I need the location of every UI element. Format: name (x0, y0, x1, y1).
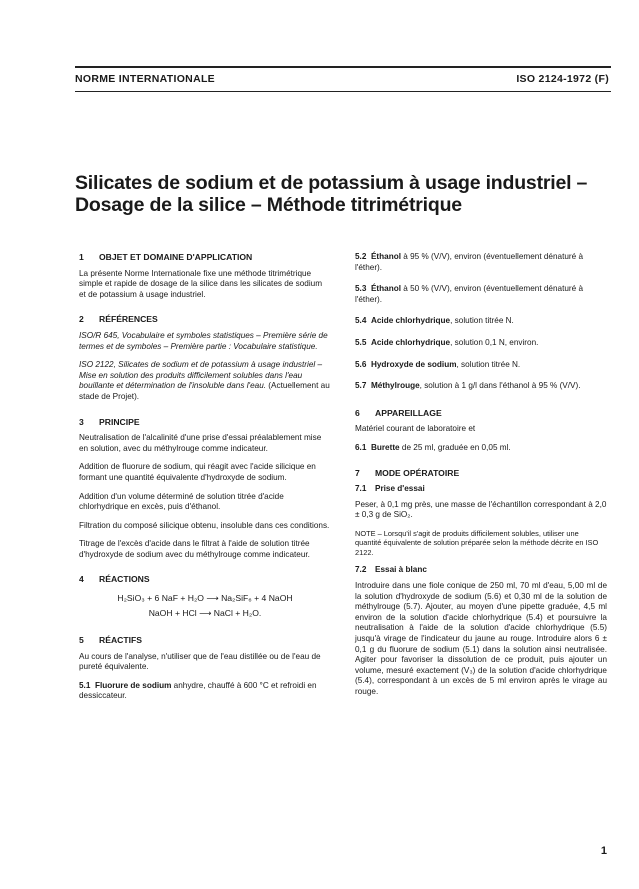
section-heading: 5 RÉACTIFS (79, 635, 142, 646)
reagent-item: 5.7 Méthylrouge, solution à 1 g/l dans l'éthanol à 95 % (V/V). (355, 381, 581, 391)
equations (79, 591, 331, 621)
paragraph: Neutralisation de l'alcalinité d'une prise d'essai préalablement mise en solution, avec du méthylrouge comme indicateur. (79, 433, 322, 453)
reagent-item: 5.4 Acide chlorhydrique, solution titrée N. (355, 316, 514, 326)
equation: NaOH + HCl ⟶ NaCl + H₂O. (148, 608, 262, 619)
section-heading: 2 RÉFÉRENCES (79, 314, 158, 325)
header-right: ISO 2124-1972 (F) (516, 73, 609, 85)
paragraph: Titrage de l'excès d'acide dans le filtrat à l'aide de solution titrée d'hydroxyde de sodium avec du méthylrouge comme indicateur. (79, 539, 310, 559)
paragraph: La présente Norme Internationale fixe une méthode titrimétrique simple et rapide de dosage de la silice dans les silicates de sodium et de potassium à usage industriel. (79, 268, 323, 299)
reagent-item: 5.1 Fluorure de sodium anhydre, chauffé à 600 °C et refroidi en dessiccateur. (79, 680, 317, 701)
reagent-item: 5.2 Éthanol à 95 % (V/V), environ (éventuellement dénaturé à l'éther). (355, 252, 584, 272)
reference: ISO/R 645, Vocabulaire et symboles statistiques – Première série de termes et de symboles – Première partie : Vocabulaire statistique. (79, 330, 328, 351)
page-number: 1 (600, 845, 607, 857)
left-column (79, 252, 331, 716)
paragraph: Introduire dans une fiole conique de 250 ml, 70 ml d'eau, 5,00 ml de la solution d'hydroxyde de sodium (5.6) et 0,30 ml de la solution de méthylrouge (5.7). Ajouter, au moyen d'une pipette graduée, 4,5 ml environ de la solution d'acide chlorhydrique (5.4) et poursuivre la neutralisation à l'aide de la solution d'acide chlorhydrique (5.5) jusqu'à virage de l'indicateur du jaune au rouge. Introduire alors 6 ± 0,1 g du fluorure de sodium (5.1) dans la solution ainsi neutralisée. Agiter pour favoriser la dissolution de ce produit, puis ajouter un volume, mesuré exactement (V₃) de la solution d'acide chlorhydrique (5.4), correspondant à un excès de 5 ml environ après le virage au rouge. (355, 581, 607, 696)
title-line-1: Silicates de sodium et de potassium à usage industriel – (75, 172, 588, 194)
apparatus-item: 6.1 Burette de 25 ml, graduée en 0,05 ml. (355, 442, 511, 452)
header-top-rule (75, 66, 611, 68)
reference: ISO 2122, Silicates de sodium et de potassium à usage industriel – Mise en solution des produits difficilement solubles dans l'eau bouillante et détermination de l'insoluble dans l'eau. (Actuellement au stade de Projet). (79, 360, 330, 401)
paragraph: Addition d'un volume déterminé de solution titrée d'acide chlorhydrique en excès, puis d'éthanol. (79, 491, 284, 512)
header-bottom-rule (75, 91, 611, 92)
paragraph: Au cours de l'analyse, n'utiliser que de l'eau distillée ou de l'eau de pureté équivalente. (79, 651, 321, 672)
section-heading: 3 PRINCIPE (79, 416, 140, 427)
reagent-item: 5.6 Hydroxyde de sodium, solution titrée N. (355, 359, 521, 369)
subsection-heading: 7.2 Essai à blanc (355, 565, 427, 575)
equation: H₂SiO₃ + 6 NaF + H₂O ⟶ Na₂SiF₆ + 4 NaOH (117, 593, 293, 604)
note: NOTE – Lorsqu'il s'agit de produits difficilement solubles, utiliser une quantité équivalente de solution préparée selon la méthode décrite en ISO 2122. (355, 528, 599, 557)
paragraph: Addition de fluorure de sodium, qui réagit avec l'acide silicique en formant une quantité équivalente d'hydroxyde de sodium. (79, 462, 316, 482)
section-1 (79, 252, 331, 300)
subsection-heading: 7.1 Prise d'essai (355, 484, 425, 494)
section-heading: 6 APPAREILLAGE (355, 407, 442, 418)
section-6 (355, 408, 607, 454)
reagent-item: 5.3 Éthanol à 50 % (V/V), environ (éventuellement dénaturé à l'éther). (355, 284, 584, 304)
section-heading: 7 MODE OPÉRATOIRE (355, 467, 460, 478)
section-heading: 4 RÉACTIONS (79, 574, 150, 585)
page-title (75, 172, 615, 216)
section-4 (79, 574, 331, 621)
paragraph: Filtration du composé silicique obtenu, insoluble dans ces conditions. (79, 520, 330, 530)
section-5 (79, 635, 331, 702)
right-column (355, 252, 607, 712)
paragraph: Peser, à 0,1 mg près, une masse de l'échantillon correspondant à 2,0 ± 0,3 g de SiO₂. (355, 499, 607, 520)
section-3 (79, 417, 331, 561)
title-line-2: Dosage de la silice – Méthode titrimétrique (75, 194, 462, 216)
section-7 (355, 468, 607, 698)
reagent-item: 5.5 Acide chlorhydrique, solution 0,1 N, environ. (355, 337, 539, 347)
header-left: NORME INTERNATIONALE (75, 73, 215, 85)
section-2 (79, 314, 331, 402)
section-heading: 1 OBJET ET DOMAINE D'APPLICATION (79, 252, 253, 262)
paragraph: Matériel courant de laboratoire et (355, 424, 476, 434)
